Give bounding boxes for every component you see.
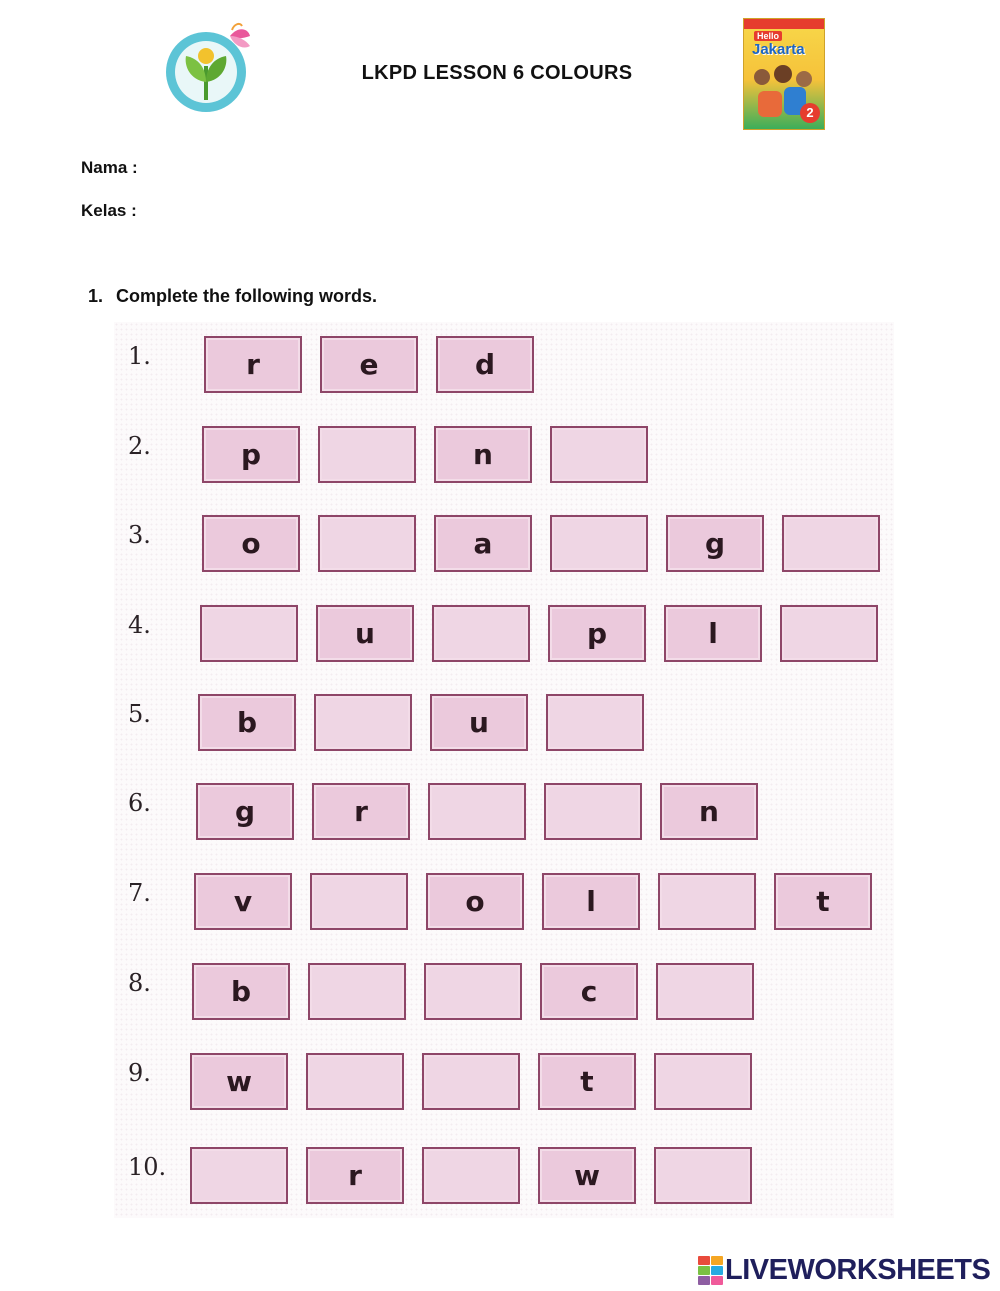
brand-square-icon xyxy=(711,1256,723,1265)
letter-box-filled: o xyxy=(426,873,524,930)
letter-box-filled: v xyxy=(194,873,292,930)
name-field-label: Nama : xyxy=(81,158,138,177)
letter-box-blank[interactable] xyxy=(654,1147,752,1204)
letter-box-blank[interactable] xyxy=(546,694,644,751)
letter-box-blank[interactable] xyxy=(782,515,880,572)
letter-box-blank[interactable] xyxy=(422,1053,520,1110)
class-field-label: Kelas : xyxy=(81,201,137,220)
brand-square-icon xyxy=(698,1266,710,1275)
letter-box-filled: e xyxy=(320,336,418,393)
page-title xyxy=(0,62,1000,85)
letter-box-blank[interactable] xyxy=(544,783,642,840)
letter-box-filled: t xyxy=(538,1053,636,1110)
letter-box-filled: t xyxy=(774,873,872,930)
liveworksheets-icon xyxy=(698,1256,722,1284)
letter-box-blank[interactable] xyxy=(190,1147,288,1204)
cover-kid-icon xyxy=(796,71,812,87)
brand-square-icon xyxy=(711,1266,723,1275)
liveworksheets-logo xyxy=(698,1253,990,1287)
letter-box-blank[interactable] xyxy=(422,1147,520,1204)
book-cover-image xyxy=(743,18,825,130)
letter-box-filled: r xyxy=(204,336,302,393)
page-title-text: LKPD LESSON 6 COLOURS xyxy=(361,62,633,84)
letter-box-filled: b xyxy=(198,694,296,751)
letter-box-filled: w xyxy=(190,1053,288,1110)
letter-box-blank[interactable] xyxy=(314,694,412,751)
word-completion-worksheet xyxy=(114,322,894,1218)
row-number: 8. xyxy=(128,969,151,997)
letter-box-blank[interactable] xyxy=(308,963,406,1020)
row-number: 4. xyxy=(128,611,151,639)
letter-box-filled: d xyxy=(436,336,534,393)
letter-box-blank[interactable] xyxy=(428,783,526,840)
row-number: 2. xyxy=(128,432,151,460)
instruction-number: 1. xyxy=(88,286,104,306)
cover-badge-text: Hello xyxy=(754,31,782,41)
letter-box-filled: u xyxy=(316,605,414,662)
cover-title: Jakarta xyxy=(752,41,805,58)
letter-box-filled: g xyxy=(196,783,294,840)
instruction xyxy=(88,286,377,307)
row-number: 6. xyxy=(128,789,151,817)
letter-box-filled: r xyxy=(312,783,410,840)
row-number: 7. xyxy=(128,879,151,907)
cover-band xyxy=(744,19,824,29)
letter-box-blank[interactable] xyxy=(550,515,648,572)
letter-box-blank[interactable] xyxy=(200,605,298,662)
instruction-text: Complete the following words. xyxy=(116,286,377,306)
letter-box-filled: b xyxy=(192,963,290,1020)
row-number: 5. xyxy=(128,700,151,728)
row-number: 10. xyxy=(128,1153,167,1181)
letter-box-filled: c xyxy=(540,963,638,1020)
brand-square-icon xyxy=(698,1256,710,1265)
cover-grade-badge: 2 xyxy=(800,103,820,123)
letter-box-blank[interactable] xyxy=(654,1053,752,1110)
cover-kid-icon xyxy=(754,69,770,85)
letter-box-blank[interactable] xyxy=(550,426,648,483)
liveworksheets-brand: LIVEWORKSHEETS xyxy=(725,1253,991,1286)
letter-box-filled: a xyxy=(434,515,532,572)
letter-box-blank[interactable] xyxy=(432,605,530,662)
letter-box-blank[interactable] xyxy=(656,963,754,1020)
letter-box-filled: p xyxy=(202,426,300,483)
letter-box-blank[interactable] xyxy=(306,1053,404,1110)
letter-box-blank[interactable] xyxy=(310,873,408,930)
letter-box-filled: o xyxy=(202,515,300,572)
letter-box-blank[interactable] xyxy=(424,963,522,1020)
letter-box-filled: l xyxy=(542,873,640,930)
row-number: 3. xyxy=(128,521,151,549)
brand-square-icon xyxy=(711,1276,723,1285)
letter-box-blank[interactable] xyxy=(318,515,416,572)
letter-box-filled: n xyxy=(434,426,532,483)
letter-box-blank[interactable] xyxy=(318,426,416,483)
letter-box-filled: u xyxy=(430,694,528,751)
letter-box-filled: p xyxy=(548,605,646,662)
row-number: 1. xyxy=(128,342,151,370)
letter-box-filled: r xyxy=(306,1147,404,1204)
letter-box-filled: g xyxy=(666,515,764,572)
brand-square-icon xyxy=(698,1276,710,1285)
letter-box-filled: w xyxy=(538,1147,636,1204)
row-number: 9. xyxy=(128,1059,151,1087)
letter-box-blank[interactable] xyxy=(780,605,878,662)
letter-box-filled: l xyxy=(664,605,762,662)
cover-kid-icon xyxy=(774,65,792,83)
letter-box-blank[interactable] xyxy=(658,873,756,930)
cover-figure-icon xyxy=(758,91,782,117)
letter-box-filled: n xyxy=(660,783,758,840)
